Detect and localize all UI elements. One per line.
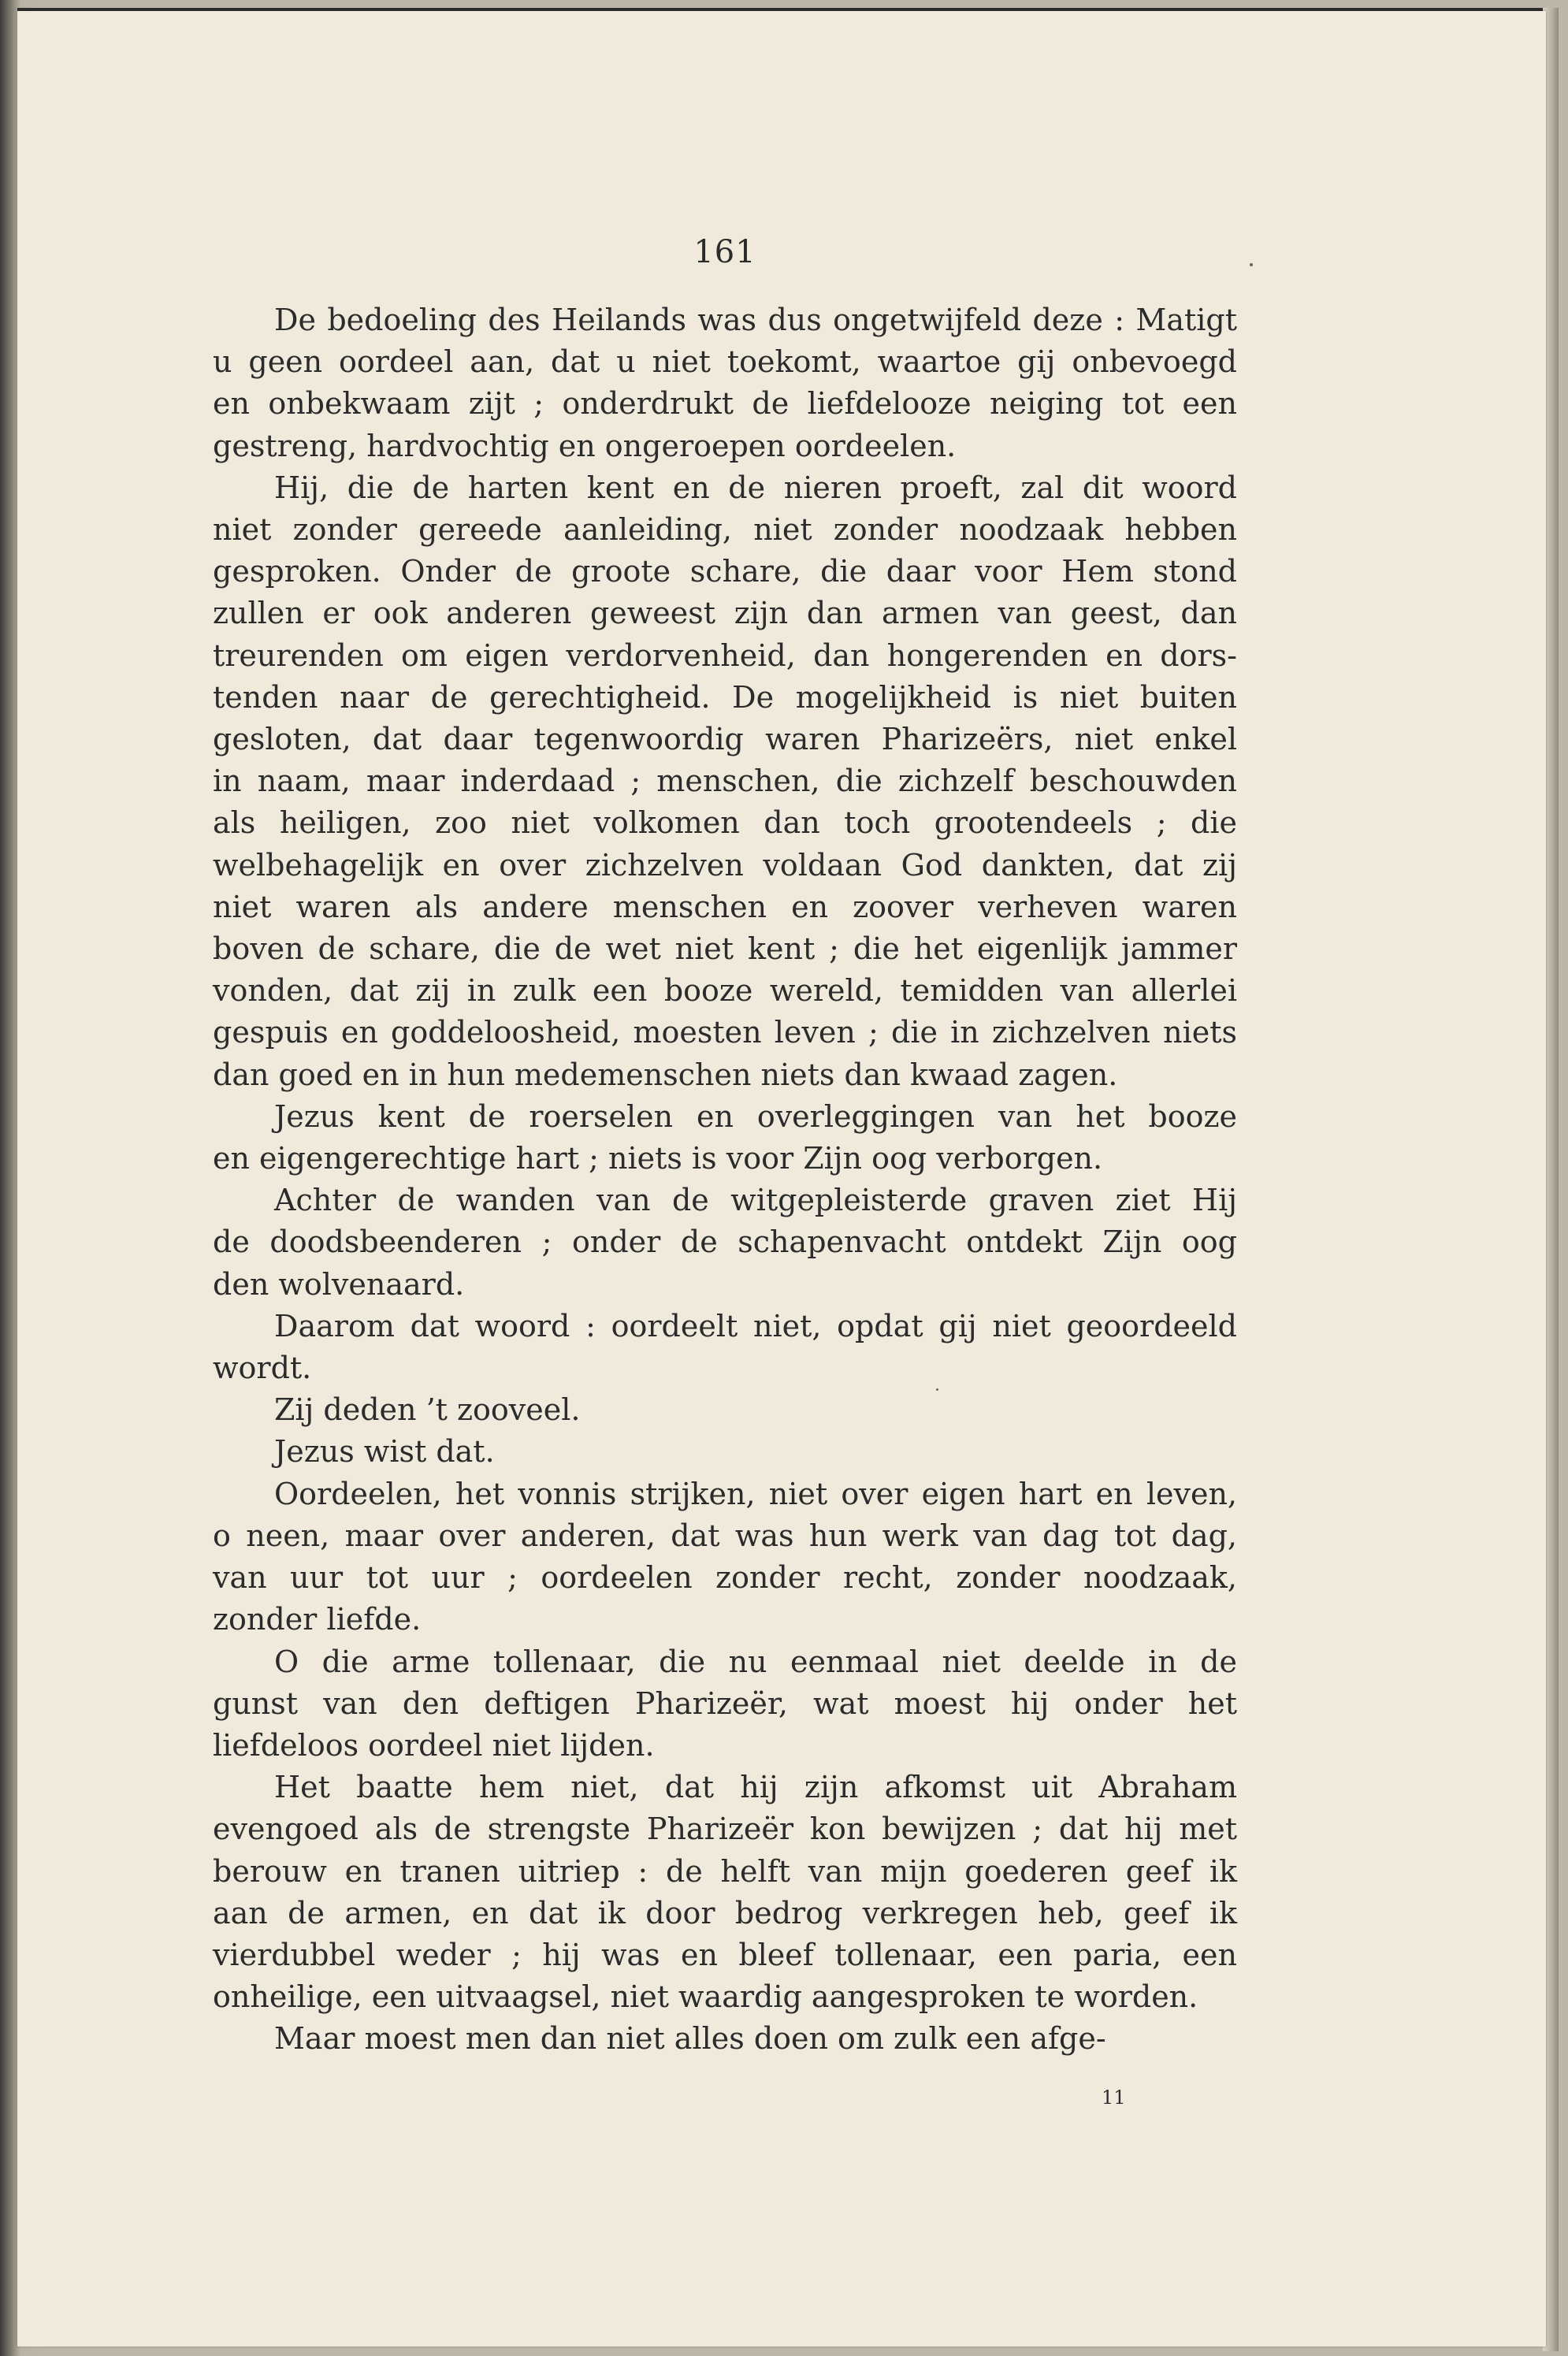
text-line: zonder liefde.	[213, 1602, 422, 1637]
paragraph	[213, 1180, 1237, 1306]
paragraph	[213, 1767, 1237, 2018]
text-line: niet waren als andere menschen en zoover verheven waren	[213, 889, 1237, 924]
paragraph	[213, 1641, 1237, 1767]
text-line: de doodsbeenderen ; onder de schapenvacht ontdekt Zijn oog	[213, 1224, 1237, 1260]
text-line: berouw en tranen uitriep : de helft van mijn goederen geef ik	[213, 1853, 1237, 1889]
paragraph	[213, 467, 1237, 1096]
text-line: gesproken. Onder de groote schare, die daar voor Hem stond	[213, 554, 1237, 589]
signature-mark: 11	[1102, 2087, 1126, 2109]
text-line: evengoed als de strengste Pharizeër kon bewijzen ; dat hij met	[213, 1812, 1237, 1847]
text-line: treurenden om eigen verdorvenheid, dan hongerenden en dors-	[213, 637, 1237, 673]
text-line: gespuis en goddeloosheid, moesten leven ; die in zichzelven niets	[213, 1015, 1237, 1050]
text-line: Zij deden ’t zooveel.	[274, 1392, 581, 1428]
text-line: Daarom dat woord : oordeelt niet, opdat gij niet geoordeeld	[274, 1308, 1237, 1343]
text-line: tenden naar de gerechtigheid. De mogelijkheid is niet buiten	[213, 679, 1237, 715]
body-text	[213, 299, 1237, 2061]
text-line: Maar moest men dan niet alles doen om zulk een afge-	[274, 2021, 1106, 2057]
text-line: liefdeloos oordeel niet lijden.	[213, 1727, 655, 1763]
page-number: 161	[693, 234, 756, 270]
text-line: gunst van den deftigen Pharizeër, wat moest hij onder het	[213, 1685, 1237, 1721]
text-line: en onbekwaam zijt ; onderdrukt de liefdelooze neiging tot een	[213, 386, 1237, 422]
text-line: aan de armen, en dat ik door bedrog verkregen heb, geef ik	[213, 1895, 1237, 1931]
paragraph	[213, 1096, 1237, 1180]
text-line: van uur tot uur ; oordeelen zonder recht, zonder noodzaak,	[213, 1560, 1237, 1596]
text-line: zullen er ook anderen geweest zijn dan armen van geest, dan	[213, 596, 1237, 631]
paragraph	[213, 1306, 1237, 1389]
text-line: vonden, dat zij in zulk een booze wereld, temidden van allerlei	[213, 973, 1237, 1009]
text-line: als heiligen, zoo niet volkomen dan toch grootendeels ; die	[213, 805, 1237, 841]
document-page	[17, 11, 1546, 2347]
paragraph	[213, 299, 1237, 467]
text-line: De bedoeling des Heilands was dus ongetwijfeld deze : Matigt	[274, 303, 1237, 337]
text-line: boven de schare, die de wet niet kent ; die het eigenlijk jammer	[213, 931, 1237, 967]
text-line: vierdubbel weder ; hij was en bleef tollenaar, een paria, een	[213, 1937, 1237, 1972]
paragraph	[213, 1473, 1237, 1641]
text-block	[213, 214, 1237, 2153]
text-line: wordt.	[213, 1351, 312, 1386]
text-line: dan goed en in hun medemenschen niets dan kwaad zagen.	[213, 1057, 1118, 1092]
text-line: Achter de wanden van de witgepleisterde graven ziet Hij	[274, 1183, 1237, 1218]
text-line: en eigengerechtige hart ; niets is voor Zijn oog verborgen.	[213, 1141, 1103, 1176]
text-line: onheilige, een uitvaagsel, niet waardig aangesproken te worden.	[213, 1979, 1198, 2015]
text-line: u geen oordeel aan, dat u niet toekomt, waartoe gij onbevoegd	[213, 344, 1237, 380]
text-line: Oordeelen, het vonnis strijken, niet over eigen hart en leven,	[274, 1476, 1237, 1511]
paragraph	[213, 1431, 1237, 1473]
text-line: o neen, maar over anderen, dat was hun werk van dag tot dag,	[213, 1518, 1237, 1553]
text-line: Het baatte hem niet, dat hij zijn afkomst uit Abraham	[274, 1770, 1237, 1805]
paragraph	[213, 2018, 1237, 2060]
paragraph	[213, 1389, 1237, 1431]
text-line: Hij, die de harten kent en de nieren proeft, zal dit woord	[274, 470, 1237, 505]
text-line: Jezus kent de roerselen en overleggingen van het booze	[274, 1098, 1237, 1134]
text-line: niet zonder gereede aanleiding, niet zonder noodzaak hebben	[213, 512, 1237, 548]
text-line: welbehagelijk en over zichzelven voldaan God dankten, dat zij	[213, 847, 1237, 883]
text-line: in naam, maar inderdaad ; menschen, die zichzelf beschouwden	[213, 764, 1237, 799]
text-line: gesloten, dat daar tegenwoordig waren Pharizeërs, niet enkel	[213, 722, 1237, 757]
text-line: den wolvenaard.	[213, 1266, 465, 1302]
text-line: gestreng, hardvochtig en ongeroepen oordeelen.	[213, 428, 957, 463]
text-line: Jezus wist dat.	[274, 1434, 495, 1470]
paper-speck	[1250, 263, 1253, 266]
text-line: O die arme tollenaar, die nu eenmaal niet deelde in de	[274, 1644, 1237, 1679]
